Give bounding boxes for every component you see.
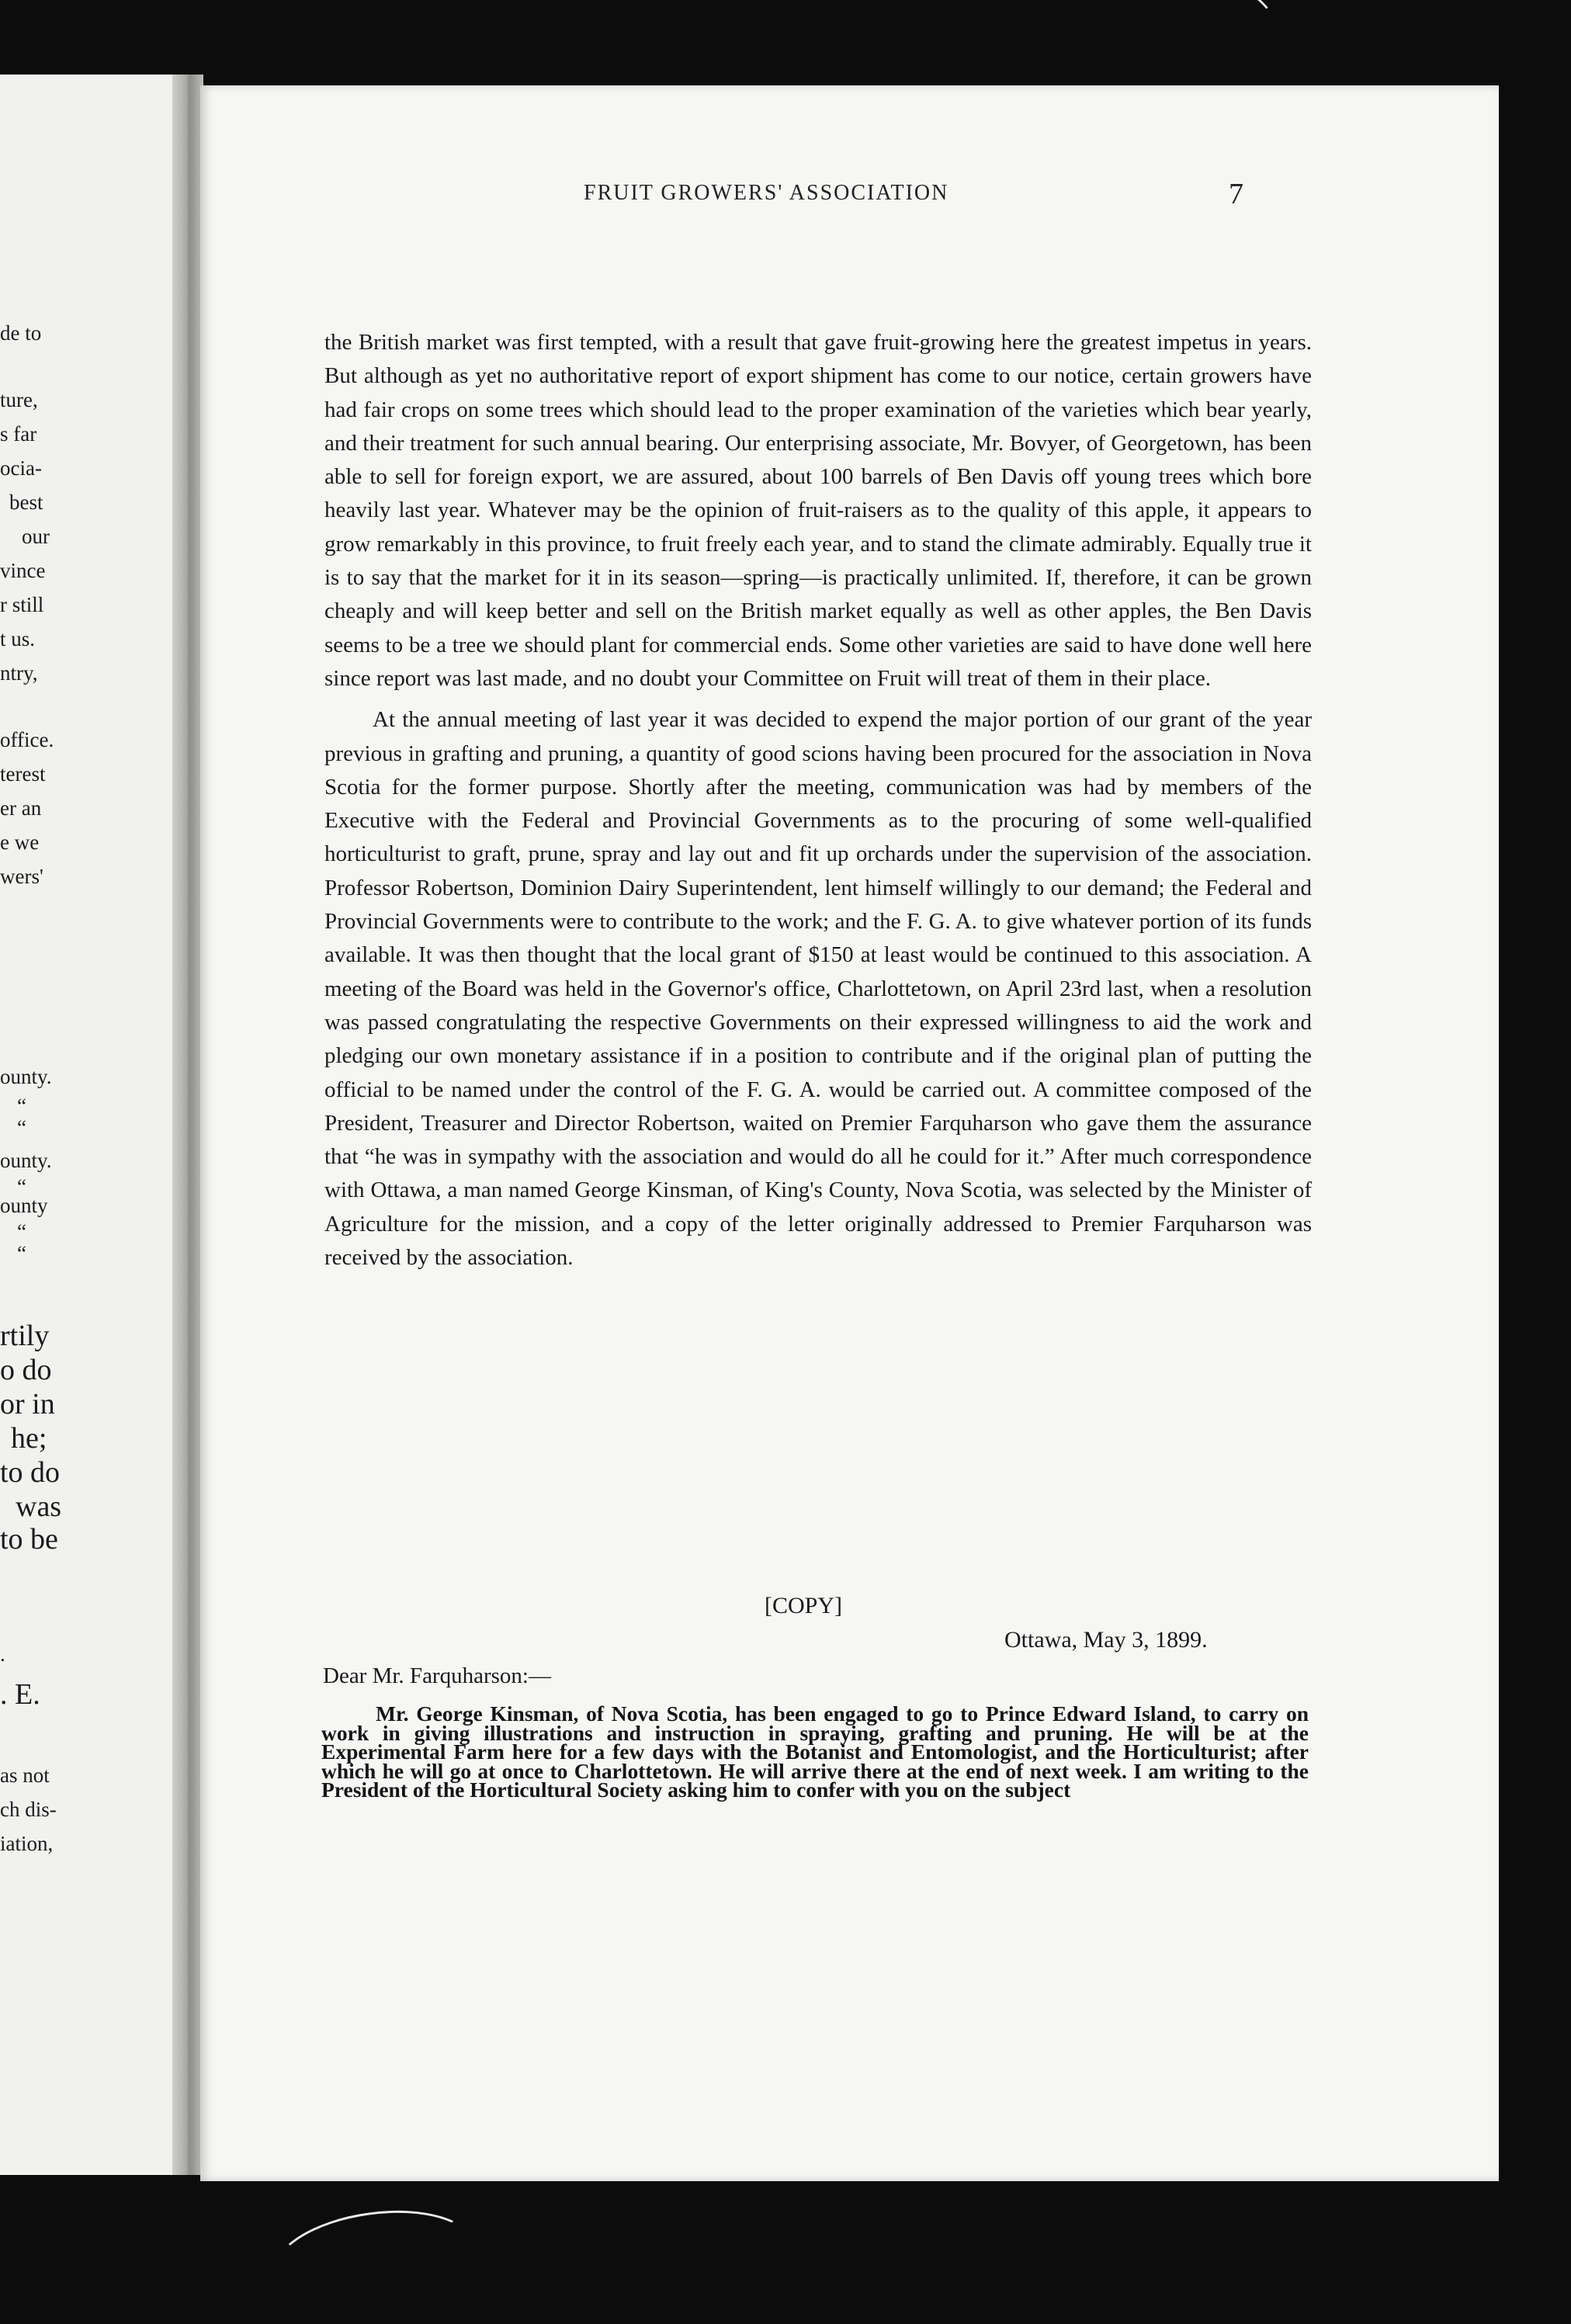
left-page-line: . E. <box>0 1678 40 1711</box>
left-facing-page <box>0 75 185 2175</box>
left-page-line: o do <box>0 1354 52 1386</box>
letter-paragraph: Mr. George Kinsman, of Nova Scotia, has been engaged to go to Prince Edward Island, to carry on work in giving illustrations and instruction in spraying, grafting and pruning. He will be at the Experimental Farm here for a few days with the Botanist and Entomologist, and the Horticulturist; after which he will go at once to Charlottetown. He will arrive there at the end of next week. I am writing to the President of the Horticultural Society asking him to confer with you on the subject <box>321 1701 1309 1802</box>
left-page-line: s far <box>0 422 37 446</box>
left-page-line: ture, <box>0 388 38 411</box>
left-page-line: t us. <box>0 627 36 650</box>
left-page-line: “ <box>17 1242 26 1265</box>
left-page-line: . <box>0 1642 5 1666</box>
letter-salutation: Dear Mr. Farquharson:— <box>323 1663 551 1688</box>
left-page-line: was <box>16 1490 62 1523</box>
page-number: 7 <box>1229 178 1243 210</box>
paragraph: At the annual meeting of last year it was decided to expend the major portion of our grant of the year previous in grafting and pruning, a quantity of good scions having been procured for the association in Nova Scotia for the former purpose. Shortly after the meeting, communication was had by members of the Executive with the Federal and Provincial Governments as to the procuring of some well-qualified horticulturist to graft, prune, spray and lay out and fit up orchards under the supervision of the association. Professor Robertson, Dominion Dairy Superintendent, lent himself willingly to our demand; the Federal and Provincial Governments were to contribute to the work; and the F. G. A. to give whatever portion of its funds available. It was then thought that the local grant of $150 at least would be continued to this association. A meeting of the Board was held in the Governor's office, Charlottetown, on April 23rd last, when a resolution was passed congratulating the respective Governments on their expressed willingness to aid the work and pledging our own monetary assistance if in a position to contribute and if the original plan of putting the official to be named under the control of the F. G. A. would be carried out. A committee composed of the President, Treasurer and Director Robertson, waited on Premier Farquharson who gave them the assurance that “he was in sympathy with the association and would do all he could for it.” After much correspondence with Ottawa, a man named George Kinsman, of King's County, Nova Scotia, was selected by the Minister of Agriculture for the mission, and a copy of the letter originally addressed to Premier Farquharson was received by the association. <box>324 707 1312 1271</box>
left-page-line: office. <box>0 728 54 751</box>
left-page-line: de to <box>0 321 42 345</box>
left-page-line: “ <box>17 1116 26 1139</box>
left-page-line: vince <box>0 559 46 582</box>
film-scratch-mark <box>1143 0 1284 56</box>
left-page-line: r still <box>0 593 44 616</box>
left-page-line: terest <box>0 762 46 786</box>
left-page-line: ounty. <box>0 1149 52 1172</box>
left-page-line: e we <box>0 831 40 854</box>
left-page-line: wers' <box>0 865 43 888</box>
running-head <box>374 177 1243 208</box>
left-page-line: “ <box>17 1094 26 1118</box>
copy-label: [COPY] <box>765 1593 843 1618</box>
left-page-line: as not <box>0 1764 50 1787</box>
left-page-line: er an <box>0 796 42 820</box>
left-page-line: or in <box>0 1388 55 1420</box>
running-head-title: FRUIT GROWERS' ASSOCIATION <box>584 181 949 205</box>
left-page-line: to be <box>0 1523 58 1556</box>
left-page-line: ocia- <box>0 456 42 480</box>
paragraph: the British market was first tempted, with a result that gave fruit-growing here the greatest impetus in years. But although as yet no authoritative report of export shipment has come to our notice, certain growers have had fair crops on some trees which should lead to the proper examination of the varieties which bear yearly, and their treatment for such annual bearing. Our enterprising associate, Mr. Bovyer, of Georgetown, has been able to sell for foreign export, we are assured, about 100 barrels of Ben Davis off young trees which bore heavily last year. Whatever may be the opinion of fruit-raisers as to the quality of this apple, it appears to grow remarkably in this province, to fruit freely each year, and to stand the climate admirably. Equally true it is to say that the market for it in its season—spring—is practically unlimited. If, therefore, it can be grown cheaply and will keep better and sell on the British market equally as well as other apples, the Ben Davis seems to be a tree we should plant for commercial ends. Some other varieties are said to have done well here since report was last made, and no doubt your Committee on Fruit will treat of them in their place. <box>324 330 1312 691</box>
left-page-line: ounty <box>0 1194 48 1217</box>
left-page-line: he; <box>11 1422 47 1455</box>
body-text <box>324 326 1312 1275</box>
letter-body <box>321 1701 1309 1802</box>
left-page-line: our <box>22 525 50 548</box>
letter-date: Ottawa, May 3, 1899. <box>1004 1627 1208 1653</box>
left-page-line: ounty. <box>0 1065 52 1088</box>
left-page-line: rtily <box>0 1320 50 1352</box>
left-page-line: best <box>9 491 43 514</box>
left-page-line: “ <box>17 1175 26 1198</box>
book-gutter <box>172 75 203 2175</box>
film-scratch-mark <box>266 2198 484 2324</box>
left-page-line: ntry, <box>0 661 38 685</box>
left-page-line: to do <box>0 1456 61 1489</box>
left-page-line: “ <box>17 1220 26 1244</box>
left-page-line: iation, <box>0 1832 54 1855</box>
left-page-line: ch dis- <box>0 1798 57 1821</box>
